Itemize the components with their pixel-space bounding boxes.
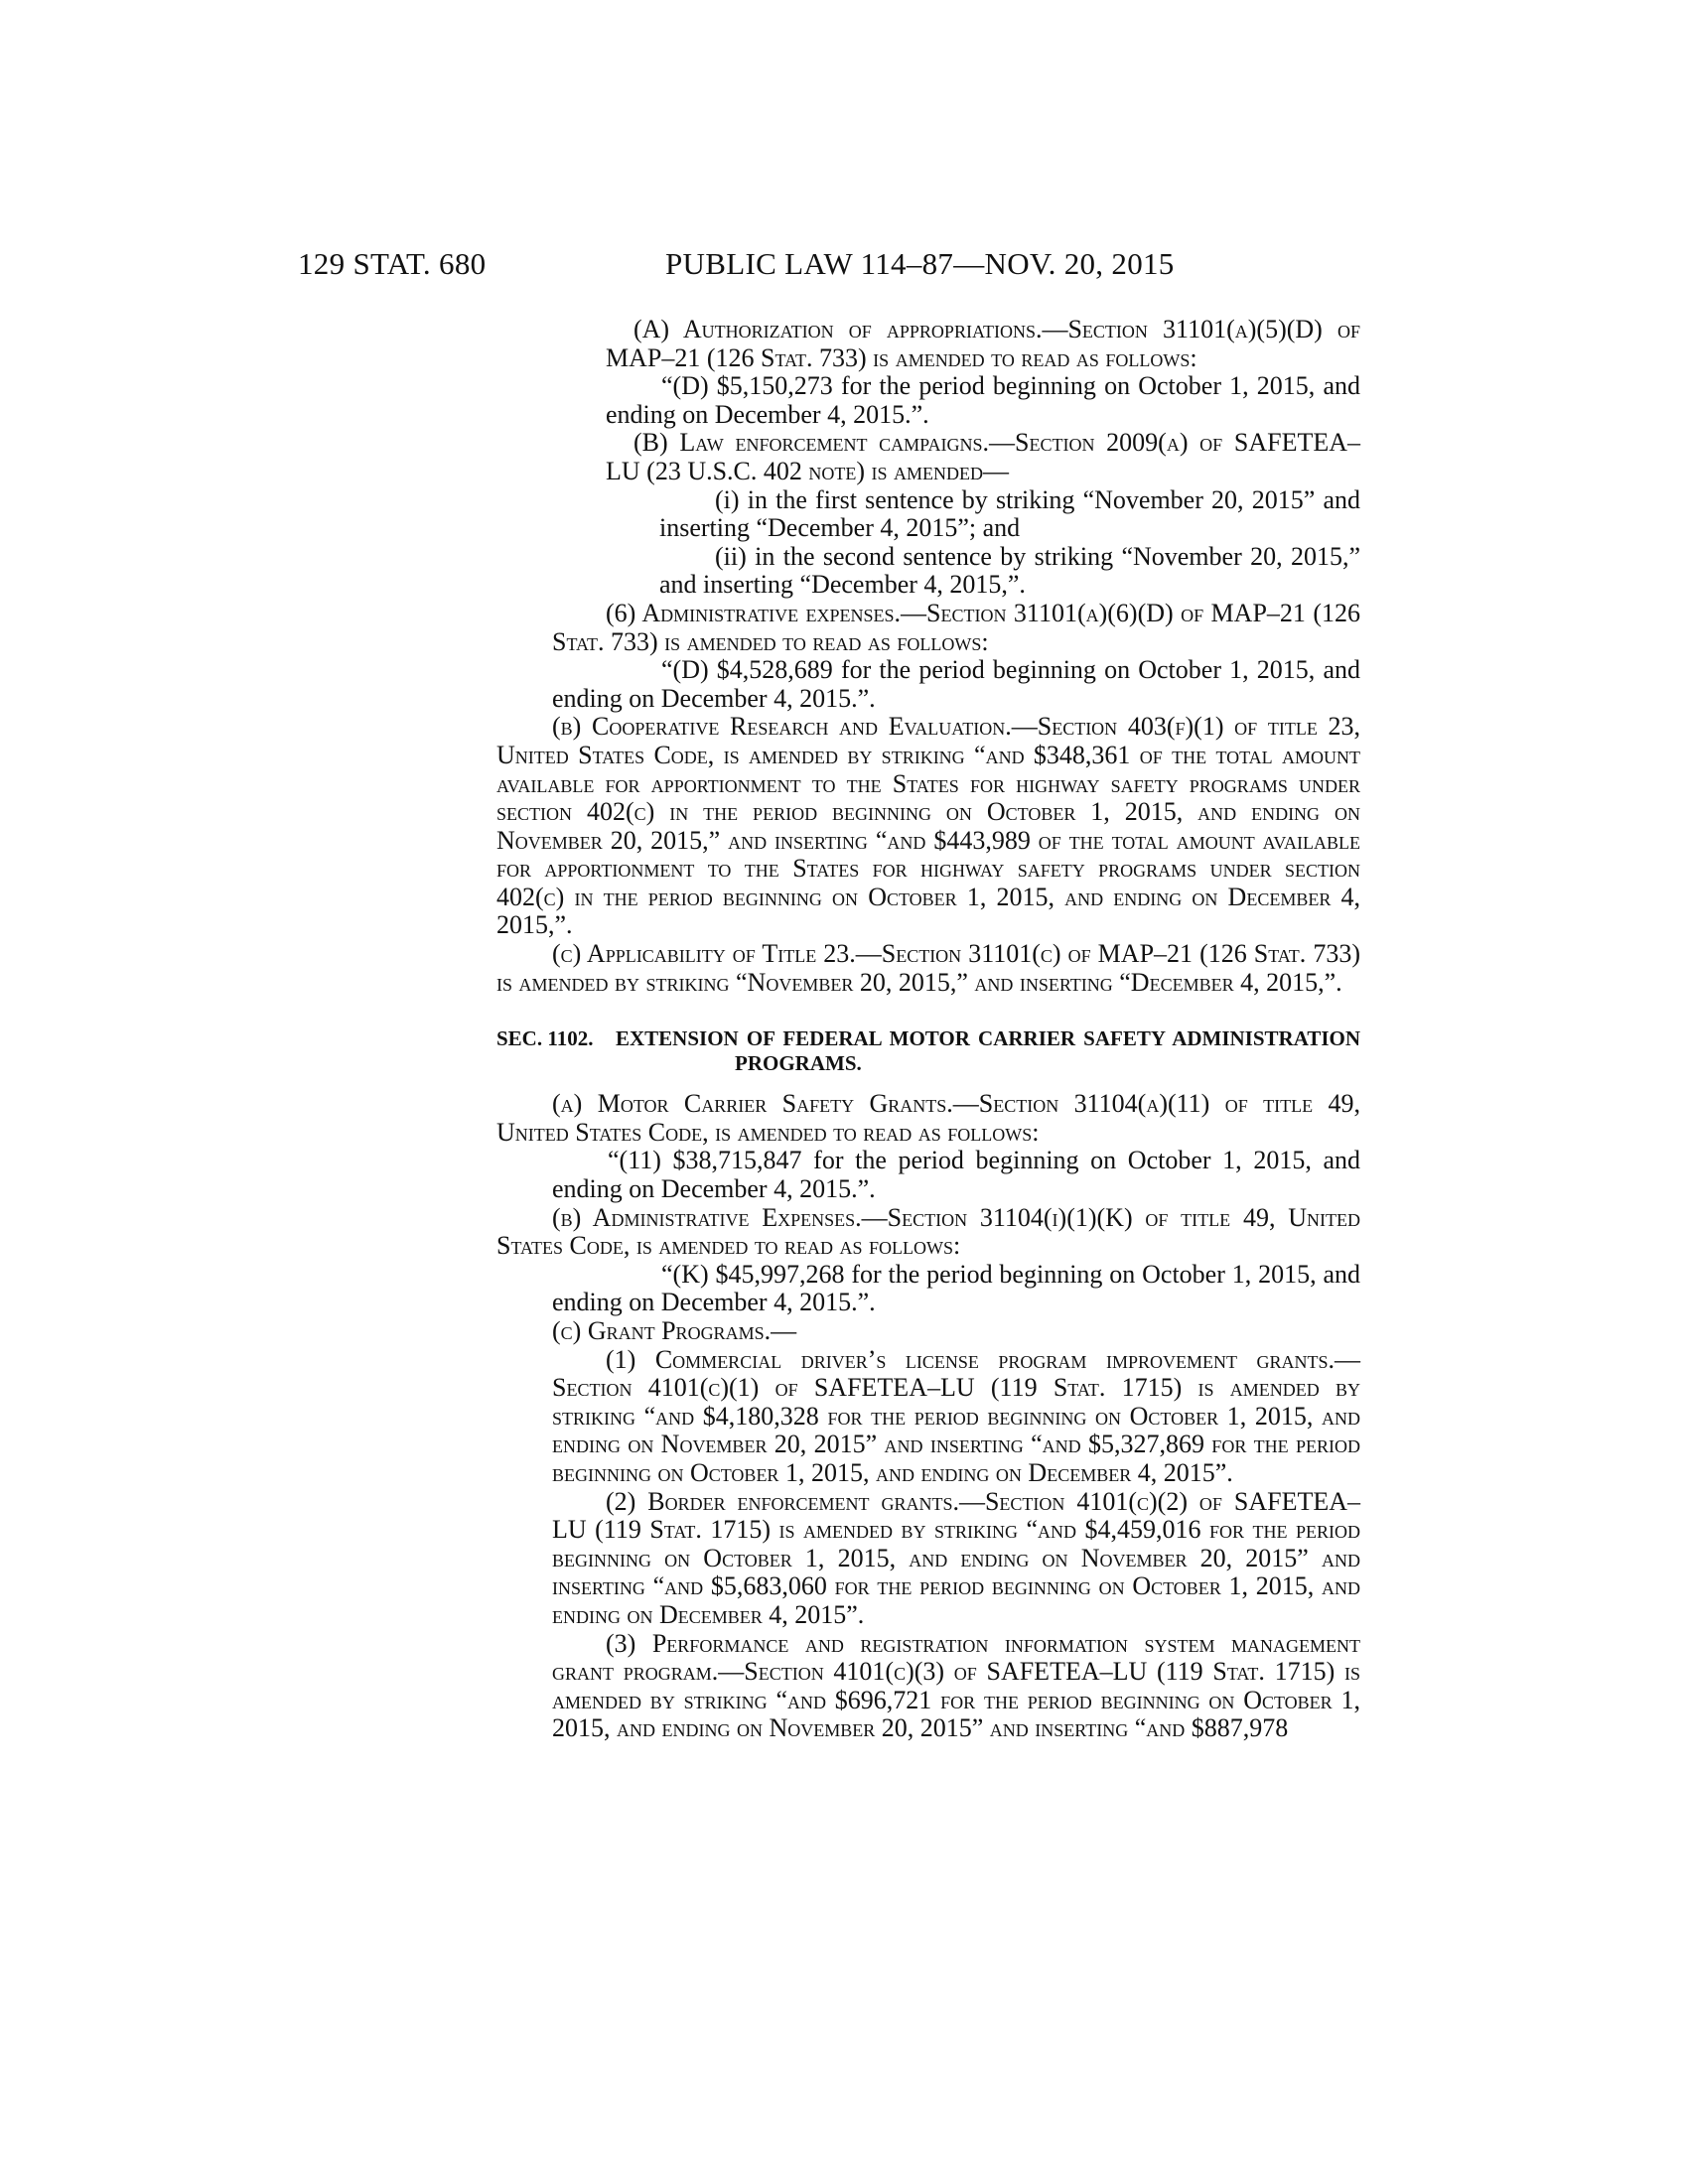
paragraph-A-quote: “(D) $5,150,273 for the period beginning on October 1, 2015, and ending on December 4, 2015.”. <box>606 371 1360 429</box>
section-paragraph-a-quote: “(11) $38,715,847 for the period beginning on October 1, 2015, and ending on December 4, 2015.”. <box>552 1146 1360 1204</box>
section-paragraph-c-1: (1) Commercial driver’s license program improvement grants.—Section 4101(c)(1) of SAFETEA–LU (119 Stat. 1715) is amended by striking “and $4,180,328 for the period beginning on October 1, 2015, and ending on November 20, 2015” and inserting “and $5,327,869 for the period beginning on October 1, 2015, and ending on December 4, 2015”. <box>552 1344 1360 1487</box>
section-number: SEC. 1102. <box>496 1026 594 1051</box>
paragraph-B-i: (i) in the first sentence by striking “November 20, 2015” and inserting “December 4, 2015”; and <box>659 484 1360 543</box>
document-body <box>496 316 1360 1743</box>
section-paragraph-c-2: (2) Border enforcement grants.—Section 4101(c)(2) of SAFETEA–LU (119 Stat. 1715) is amended by striking “and $4,459,016 for the period beginning on October 1, 2015, and ending on November 20, 2015” and inserting “and $5,683,060 for the period beginning on October 1, 2015, and ending on December 4, 2015”. <box>552 1486 1360 1629</box>
section-paragraph-a: (a) Motor Carrier Safety Grants.—Section 31104(a)(11) of title 49, United States Code, is amended to read as follows: <box>496 1089 1360 1147</box>
paragraph-c: (c) Applicability of Title 23.—Section 31101(c) of MAP–21 (126 Stat. 733) is amended by striking “November 20, 2015,” and inserting “December 4, 2015,”. <box>496 939 1360 997</box>
section-paragraph-b-quote: “(K) $45,997,268 for the period beginning on October 1, 2015, and ending on December 4, 2015.”. <box>552 1259 1360 1317</box>
section-title: EXTENSION OF FEDERAL MOTOR CARRIER SAFETY ADMINISTRATION PROGRAMS. <box>616 1026 1360 1076</box>
paragraph-b: (b) Cooperative Research and Evaluation.—Section 403(f)(1) of title 23, United States Code, is amended by striking “and $348,361 of the total amount available for apportionment to the States for highway safety programs under section 402(c) in the period beginning on October 1, 2015, and ending on November 20, 2015,” and inserting “and $443,989 of the total amount available for apportionment to the States for highway safety programs under section 402(c) in the period beginning on October 1, 2015, and ending on December 4, 2015,”. <box>496 712 1360 940</box>
section-paragraph-c-3: (3) Performance and registration information system management grant program.—Section 4101(c)(3) of SAFETEA–LU (119 Stat. 1715) is amended by striking “and $696,721 for the period beginning on October 1, 2015, and ending on November 20, 2015” and inserting “and $887,978 <box>552 1628 1360 1743</box>
paragraph-A-head: (A) Authorization of appropriations.—Section 31101(a)(5)(D) of MAP–21 (126 Stat. 733) is amended to read as follows: <box>606 315 1360 372</box>
paragraph-6-head: (6) Administrative expenses.—Section 31101(a)(6)(D) of MAP–21 (126 Stat. 733) is amended to read as follows: <box>552 598 1360 656</box>
page-reference: 129 STAT. 680 <box>298 246 487 281</box>
paragraph-B-ii: (ii) in the second sentence by striking “November 20, 2015,” and inserting “December 4, 2015,”. <box>659 541 1360 600</box>
section-paragraph-b: (b) Administrative Expenses.—Section 31104(i)(1)(K) of title 49, United States Code, is amended to read as follows: <box>496 1202 1360 1261</box>
section-heading <box>496 1026 1360 1076</box>
running-header-title: PUBLIC LAW 114–87—NOV. 20, 2015 <box>665 246 1175 281</box>
paragraph-B-head: (B) Law enforcement campaigns.—Section 2009(a) of SAFETEA–LU (23 U.S.C. 402 note) is amended— <box>606 428 1360 485</box>
section-paragraph-c: (c) Grant Programs.— <box>552 1316 797 1345</box>
paragraph-6-quote: “(D) $4,528,689 for the period beginning on October 1, 2015, and ending on December 4, 2015.”. <box>552 655 1360 713</box>
